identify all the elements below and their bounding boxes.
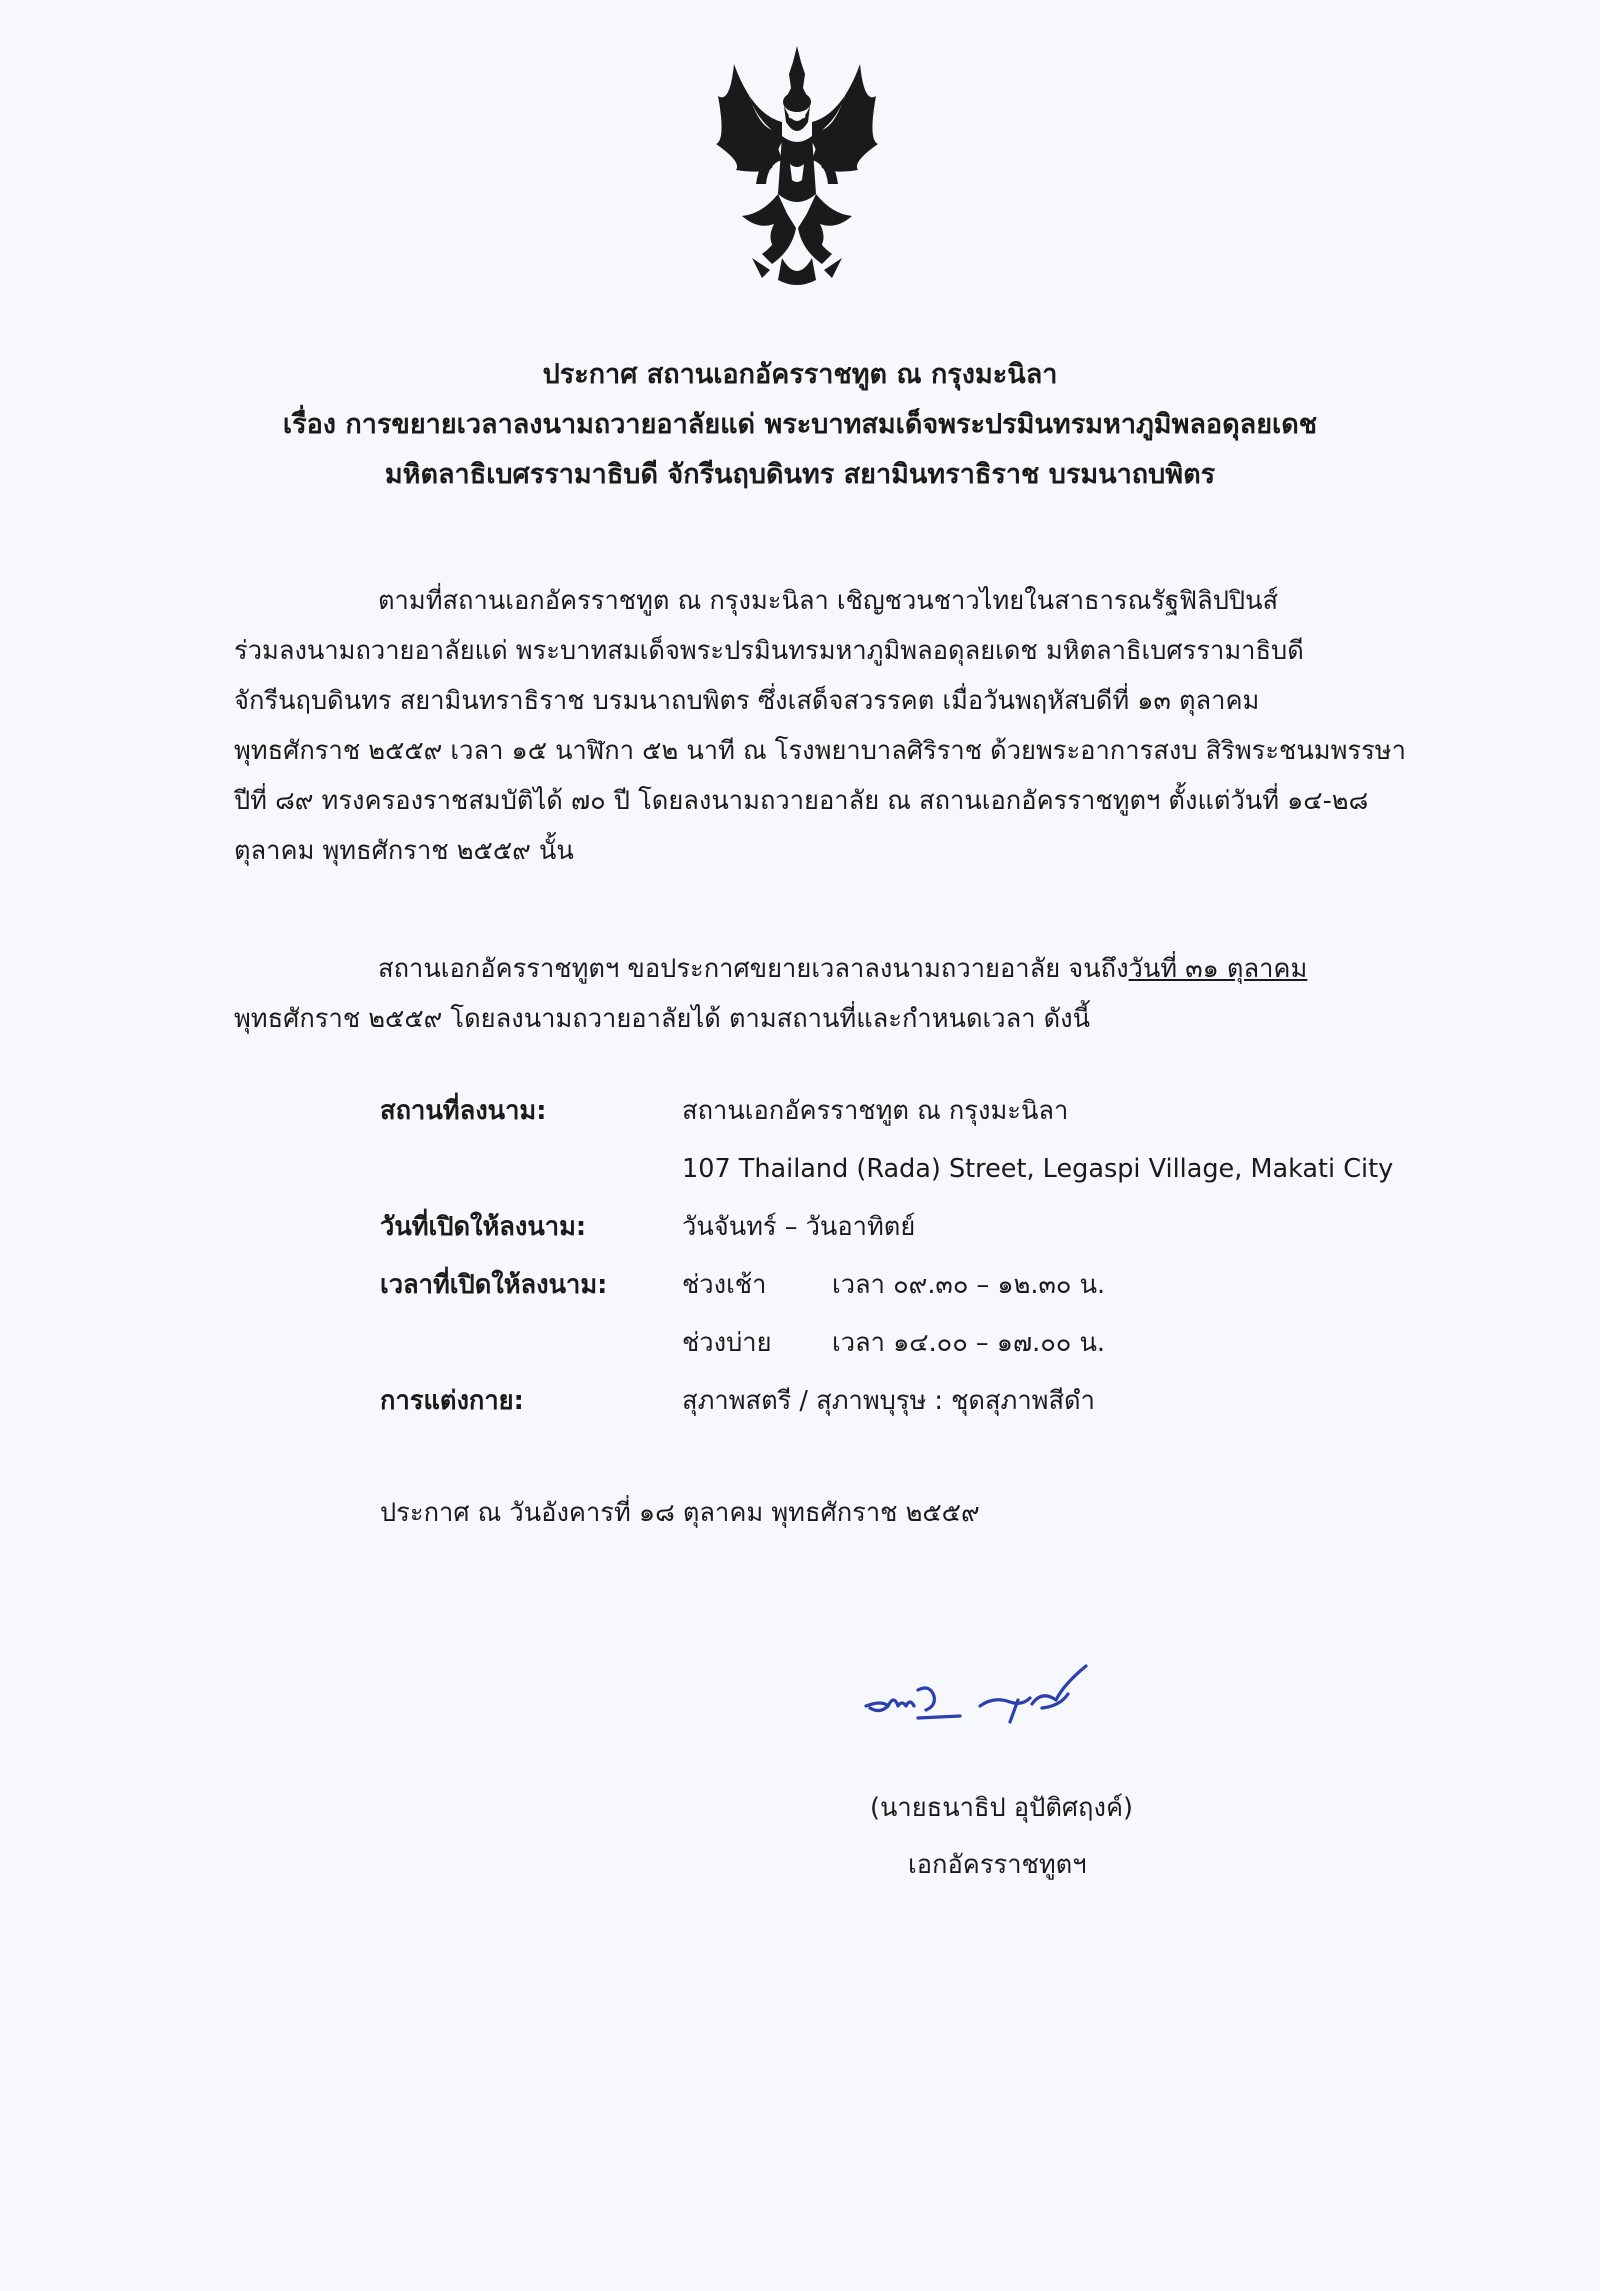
paragraph-1-line: จักรีนฤบดินทร สยามินทราธิราช บรมนาถบพิตร ซึ่งเสด็จสวรรคต เมื่อวันพฤหัสบดีที่ ๑๓ ตุลาคม (234, 686, 1260, 716)
title-line-3: มหิตลาธิเบศรรามาธิบดี จักรีนฤบดินทร สยามินทราธิราช บรมนาถบพิตร (384, 459, 1216, 490)
title-line-2: เรื่อง การขยายเวลาลงนามถวายอาลัยแด่ พระบาทสมเด็จพระปรมินทรมหาภูมิพลอดุลยเดช (282, 409, 1318, 440)
garuda-emblem-icon (712, 44, 882, 289)
location-label: สถานที่ลงนาม: (380, 1096, 547, 1126)
signatory-name: (นายธนาธิป อุปัติศฤงค์) (870, 1793, 1133, 1823)
paragraph-2-line-2: พุทธศักราช ๒๕๕๙ โดยลงนามถวายอาลัยได้ ตามสถานที่และกำหนดเวลา ดังนี้ (234, 1004, 1091, 1034)
paragraph-1-line: พุทธศักราช ๒๕๕๙ เวลา ๑๕ นาฬิกา ๕๒ นาที ณ โรงพยาบาลศิริราช ด้วยพระอาการสงบ สิริพระชนมพรรษา (234, 736, 1406, 766)
dress-value: สุภาพสตรี / สุภาพบุรุษ : ชุดสุภาพสีดำ (682, 1386, 1095, 1416)
paragraph-1-line: ตามที่สถานเอกอัครราชทูต ณ กรุงมะนิลา เชิญชวนชาวไทยในสาธารณรัฐฟิลิปปินส์ (378, 586, 1279, 616)
announcement-date-text: ประกาศ ณ วันอังคารที่ ๑๘ ตุลาคม พุทธศักราช ๒๕๕๙ (380, 1498, 980, 1528)
paragraph-2 (234, 944, 1307, 1044)
address-value: 107 Thailand (Rada) Street, Legaspi Village, Makati City (682, 1154, 1394, 1184)
paragraph-2-line-1 (234, 944, 1307, 994)
days-value: วันจันทร์ – วันอาทิตย์ (682, 1212, 916, 1242)
handwritten-signature (860, 1660, 1150, 1740)
paragraph-2-text: สถานเอกอัครราชทูตฯ ขอประกาศขยายเวลาลงนามถวายอาลัย จนถึง (378, 954, 1129, 984)
morning-time: เวลา ๐๙.๓๐ – ๑๒.๓๐ น. (832, 1270, 1106, 1300)
signatory-title: เอกอัครราชทูตฯ (908, 1850, 1087, 1880)
announcement-title (0, 350, 1600, 500)
days-label: วันที่เปิดให้ลงนาม: (380, 1212, 587, 1242)
extended-deadline: วันที่ ๓๑ ตุลาคม (1128, 954, 1308, 984)
dress-label: การแต่งกาย: (380, 1386, 524, 1416)
paragraph-1-line: ร่วมลงนามถวายอาลัยแด่ พระบาทสมเด็จพระปรมินทรมหาภูมิพลอดุลยเดช มหิตลาธิเบศรรามาธิบดี (234, 636, 1304, 666)
afternoon-label: ช่วงบ่าย (682, 1328, 772, 1358)
title-line-1: ประกาศ สถานเอกอัครราชทูต ณ กรุงมะนิลา (542, 359, 1058, 390)
location-value: สถานเอกอัครราชทูต ณ กรุงมะนิลา (682, 1096, 1069, 1126)
paragraph-1 (234, 576, 1406, 876)
paragraph-1-line: ตุลาคม พุทธศักราช ๒๕๕๙ นั้น (234, 836, 574, 866)
paragraph-1-line: ปีที่ ๘๙ ทรงครองราชสมบัติได้ ๗๐ ปี โดยลงนามถวายอาลัย ณ สถานเอกอัครราชทูตฯ ตั้งแต่วันที่ ๑๔-๒๘ (234, 786, 1369, 816)
afternoon-time: เวลา ๑๔.๐๐ – ๑๗.๐๐ น. (832, 1328, 1106, 1358)
announcement-date (380, 1488, 980, 1538)
time-label: เวลาที่เปิดให้ลงนาม: (380, 1270, 608, 1300)
morning-label: ช่วงเช้า (682, 1270, 767, 1300)
